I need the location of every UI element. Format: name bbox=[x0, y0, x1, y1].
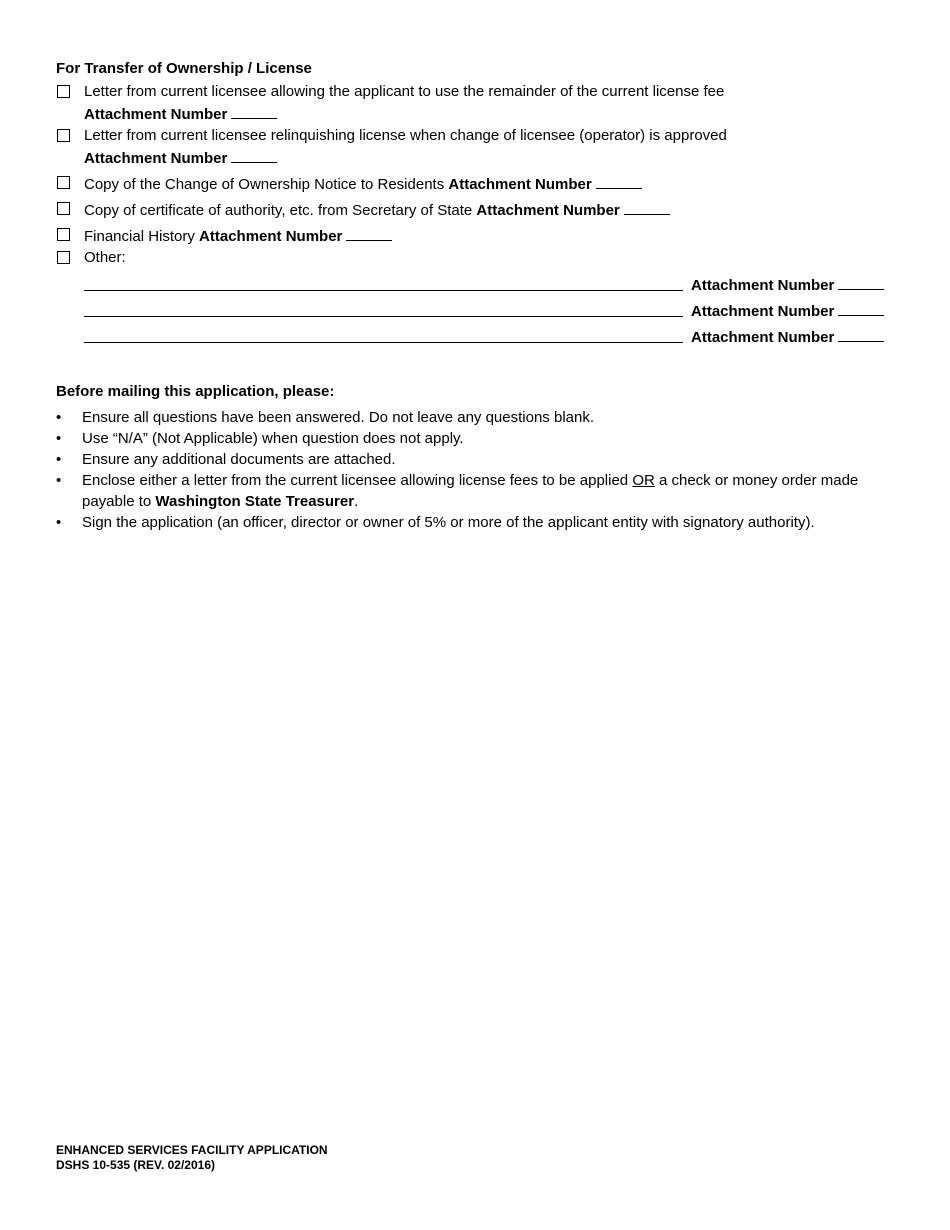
attachment-label: Attachment Number bbox=[199, 228, 343, 245]
item-other bbox=[84, 249, 126, 267]
bullet-icon: • bbox=[56, 472, 62, 489]
item-change-ownership-notice bbox=[84, 174, 642, 194]
item-letter-relinquishing bbox=[84, 127, 727, 145]
bullet-icon: • bbox=[56, 514, 62, 531]
form-footer bbox=[56, 1143, 328, 1173]
checkbox-other[interactable] bbox=[57, 251, 70, 264]
other-description-field[interactable] bbox=[84, 290, 683, 291]
form-name: ENHANCED SERVICES FACILITY APPLICATION bbox=[56, 1143, 328, 1157]
item-text: Other: bbox=[84, 249, 126, 266]
or-emphasis: OR bbox=[632, 472, 655, 489]
attachment-label: Attachment Number bbox=[448, 176, 592, 193]
attachment-number-field[interactable] bbox=[838, 301, 884, 316]
item-text: Letter from current licensee relinquishing license when change of licensee (operator) is approved bbox=[84, 127, 727, 144]
checkbox-change-ownership-notice[interactable] bbox=[57, 176, 70, 189]
list-item bbox=[56, 428, 896, 449]
attachment-number-field[interactable] bbox=[838, 275, 884, 290]
other-description-field[interactable] bbox=[84, 316, 683, 317]
period: . bbox=[354, 493, 359, 510]
other-row bbox=[84, 327, 892, 345]
item-financial-history bbox=[84, 226, 392, 246]
attachment-number-field[interactable] bbox=[231, 148, 277, 163]
attachment-label: Attachment Number bbox=[691, 303, 835, 320]
attachment-label: Attachment Number bbox=[691, 329, 835, 346]
list-item-text: Ensure any additional documents are attached. bbox=[82, 451, 396, 468]
list-item-text: a check or money order made payable to bbox=[82, 472, 859, 510]
attachment-label: Attachment Number bbox=[691, 277, 835, 294]
list-item bbox=[56, 512, 896, 533]
attachment-number-field[interactable] bbox=[231, 104, 277, 119]
section-title: For Transfer of Ownership / License bbox=[56, 60, 312, 77]
bullet-icon: • bbox=[56, 409, 62, 426]
checkbox-letter-remainder-fee[interactable] bbox=[57, 85, 70, 98]
item-text: Letter from current licensee allowing the applicant to use the remainder of the current license fee bbox=[84, 83, 725, 100]
other-description-field[interactable] bbox=[84, 342, 683, 343]
attachment-row bbox=[84, 148, 277, 168]
item-certificate-authority bbox=[84, 200, 670, 220]
attachment-label: Attachment Number bbox=[476, 202, 620, 219]
checkbox-letter-relinquishing[interactable] bbox=[57, 129, 70, 142]
attachment-label: Attachment Number bbox=[84, 106, 228, 123]
attachment-number-field[interactable] bbox=[838, 327, 884, 342]
other-row bbox=[84, 301, 892, 319]
checkbox-financial-history[interactable] bbox=[57, 228, 70, 241]
item-text: Copy of the Change of Ownership Notice to Residents bbox=[84, 176, 445, 193]
instructions-list bbox=[56, 407, 896, 533]
item-text: Financial History bbox=[84, 228, 195, 245]
list-item-text: Enclose either a letter from the current licensee allowing license fees to be applied bbox=[82, 472, 629, 489]
list-item bbox=[56, 470, 896, 512]
bullet-icon: • bbox=[56, 451, 62, 468]
before-mailing-title: Before mailing this application, please: bbox=[56, 383, 335, 400]
list-item-text: Use “N/A” (Not Applicable) when question does not apply. bbox=[82, 430, 464, 447]
attachment-number-field[interactable] bbox=[596, 174, 642, 189]
attachment-row bbox=[84, 104, 277, 124]
list-item-text: Ensure all questions have been answered. Do not leave any questions blank. bbox=[82, 409, 594, 426]
attachment-number-field[interactable] bbox=[346, 226, 392, 241]
attachment-label: Attachment Number bbox=[84, 150, 228, 167]
bullet-icon: • bbox=[56, 430, 62, 447]
list-item bbox=[56, 449, 896, 470]
item-letter-remainder-fee bbox=[84, 83, 724, 101]
payee-name: Washington State Treasurer bbox=[155, 493, 355, 510]
item-text: Copy of certificate of authority, etc. from Secretary of State bbox=[84, 202, 473, 219]
list-item bbox=[56, 407, 896, 428]
attachment-number-field[interactable] bbox=[624, 200, 670, 215]
list-item-text: Sign the application (an officer, director or owner of 5% or more of the applicant entity with signatory authority). bbox=[82, 514, 815, 531]
other-row bbox=[84, 275, 892, 293]
form-number: DSHS 10-535 (REV. 02/2016) bbox=[56, 1158, 215, 1172]
checkbox-certificate-authority[interactable] bbox=[57, 202, 70, 215]
